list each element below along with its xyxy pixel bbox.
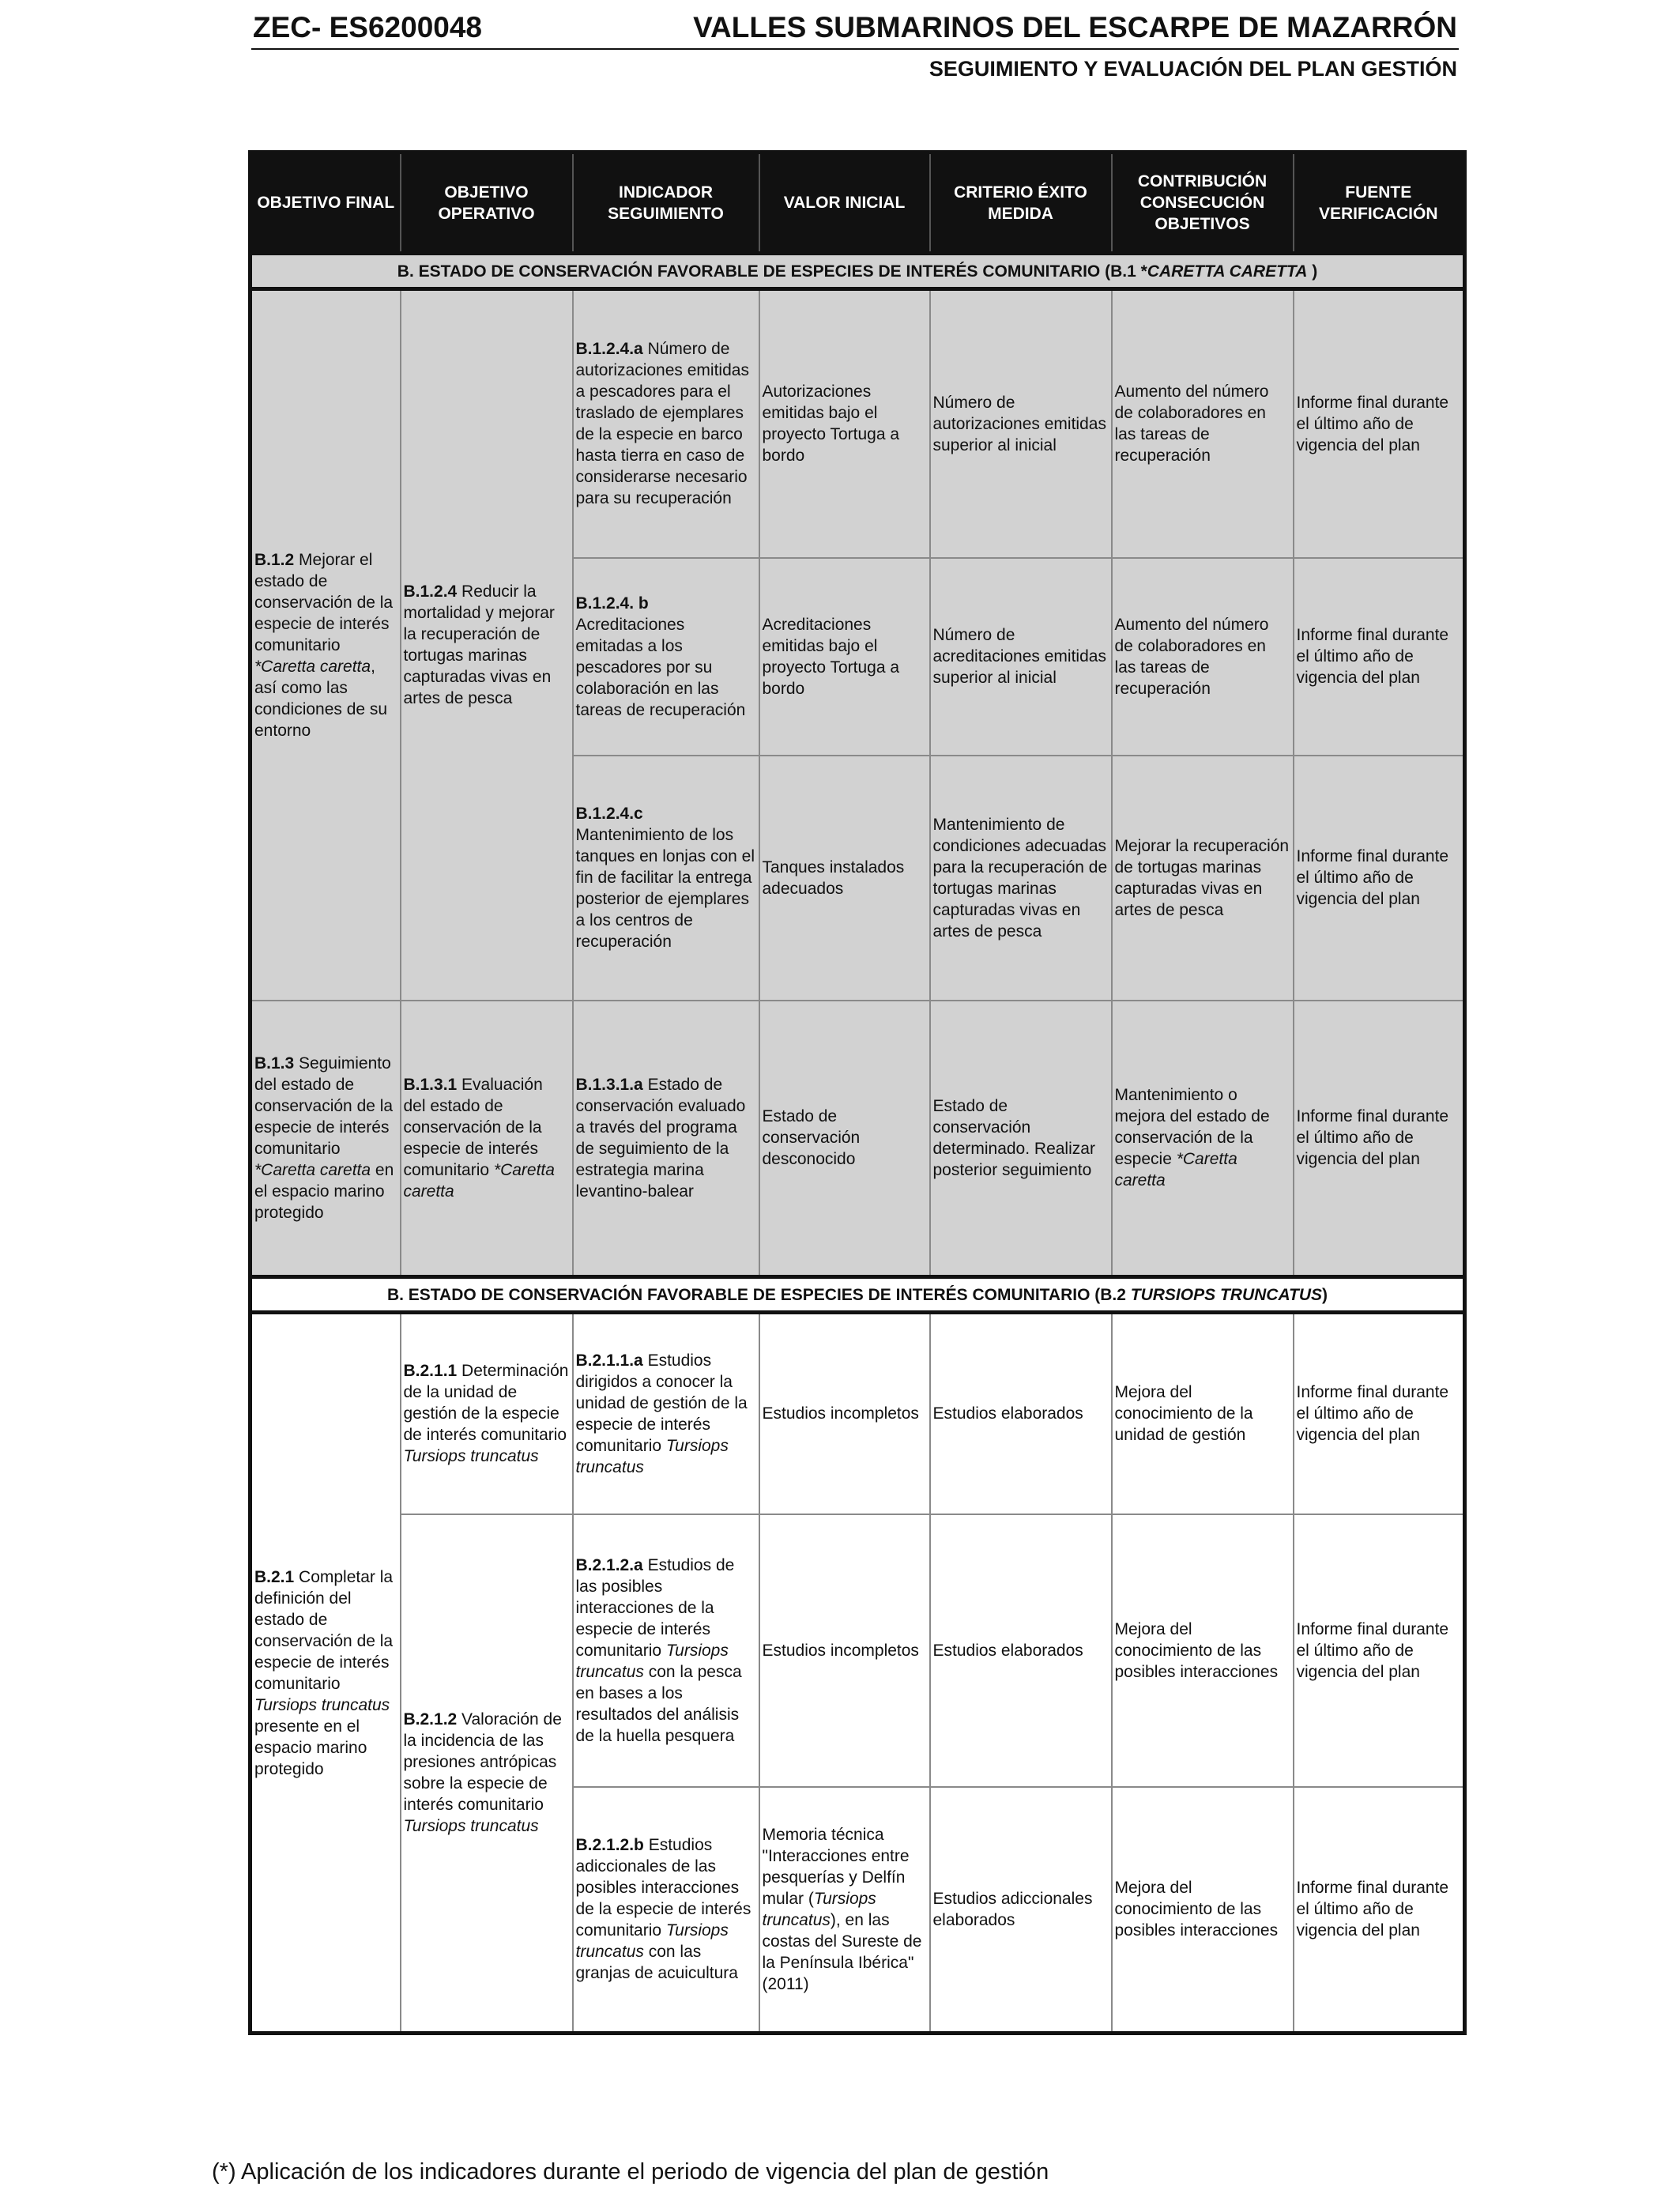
indicator-text-tail: con las granjas de acuicultura (575, 1943, 738, 1983)
final-objective-cell (250, 1001, 401, 1277)
document-title: VALLES SUBMARINOS DEL ESCARPE DE MAZARRÓN (693, 11, 1457, 43)
indicator-text: Estado de conservación evaluado a través del programa de seguimiento de la estrategia marina levantino-balear (575, 1075, 746, 1201)
final-objective-cell (250, 289, 401, 1001)
species-name: *Caretta caretta (254, 657, 371, 676)
indicator-cell (573, 1313, 759, 1514)
success-criterion-cell: Estado de conservación determinado. Realizar posterior seguimiento (930, 1001, 1112, 1277)
section-header-b2 (250, 1277, 1465, 1313)
indicator-code: B.1.3.1.a (575, 1075, 643, 1094)
contribution-cell: Mejora del conocimiento de las posibles interacciones (1112, 1514, 1294, 1787)
verification-source-cell: Informe final durante el último año de vigencia del plan (1294, 1514, 1465, 1787)
indicator-text: Número de autorizaciones emitidas a pescadores para el traslado de ejemplares de la especie en barco hasta tierra en caso de considerarse necesario para su recuperación (575, 340, 749, 508)
operative-objective-cell (401, 1313, 573, 1514)
species-name: *Caretta caretta (403, 1160, 555, 1201)
indicator-cell (573, 289, 759, 558)
contribution-text: Mantenimiento o mejora del estado de conservación de la especie (1114, 1086, 1270, 1169)
initial-value-tail: ), en las costas del Sureste de la Península Ibérica" (2011) (762, 1910, 922, 1993)
objective-text-tail: presente en el espacio marino protegido (254, 1717, 367, 1778)
indicator-cell (573, 1514, 759, 1787)
species-name: Tursiops truncatus (403, 1817, 539, 1836)
indicator-code: B.2.1.2.b (575, 1836, 644, 1855)
objective-text: Completar la definición del estado de conservación de la especie de interés comunitario (254, 1567, 394, 1693)
table-header-row (250, 153, 1465, 254)
column-header: FUENTE VERIFICACIÓN (1294, 153, 1465, 254)
success-criterion-cell: Estudios adiccionales elaborados (930, 1787, 1112, 2034)
contribution-cell: Aumento del número de colaboradores en las tareas de recuperación (1112, 289, 1294, 558)
objective-text: Seguimiento del estado de conservación de la especie de interés comunitario (254, 1054, 394, 1158)
species-name: Tursiops truncatus (254, 1695, 390, 1714)
verification-source-cell: Informe final durante el último año de vigencia del plan (1294, 558, 1465, 756)
indicator-text: Estudios adiccionales de las posibles interacciones de la especie de interés comunitario (575, 1836, 751, 1940)
species-name: Tursiops truncatus (762, 1889, 876, 1929)
table-row (250, 1001, 1465, 1277)
objective-text-tail: en el espacio marino protegido (254, 1160, 394, 1222)
initial-value-cell: Estado de conservación desconocido (759, 1001, 930, 1277)
success-criterion-cell: Estudios elaborados (930, 1514, 1112, 1787)
objective-code: B.1.2.4 (403, 582, 458, 601)
section-species: TURSIOPS TRUNCATUS (1130, 1285, 1323, 1304)
success-criterion-cell: Número de acreditaciones emitidas superior al inicial (930, 558, 1112, 756)
verification-source-cell: Informe final durante el último año de vigencia del plan (1294, 1787, 1465, 2034)
table-row (250, 1514, 1465, 1787)
operative-objective-cell (401, 1514, 573, 2034)
objective-code: B.2.1 (254, 1567, 295, 1586)
indicator-text: Mantenimiento de los tanques en lonjas con el fin de facilitar la entrega posterior de ejemplares a los centros de recuperación (575, 826, 755, 951)
section-close: ) (1322, 1285, 1328, 1304)
verification-source-cell: Informe final durante el último año de vigencia del plan (1294, 1001, 1465, 1277)
document-code: ZEC- ES6200048 (253, 11, 483, 43)
initial-value-cell: Acreditaciones emitidas bajo el proyecto Tortuga a bordo (759, 558, 930, 756)
column-header: CONTRIBUCIÓN CONSECUCIÓN OBJETIVOS (1112, 153, 1294, 254)
header-divider (251, 48, 1459, 50)
contribution-cell: Aumento del número de colaboradores en las tareas de recuperación (1112, 558, 1294, 756)
species-name: *Caretta caretta (1114, 1150, 1237, 1190)
objective-text: Mejorar el estado de conservación de la especie de interés comunitario (254, 550, 394, 654)
indicator-code: B.1.2.4.a (575, 340, 643, 359)
indicator-text: Acreditaciones emitadas a los pescadores por su colaboración en las tareas de recuperación (575, 615, 746, 719)
success-criterion-cell: Número de autorizaciones emitidas superior al inicial (930, 289, 1112, 558)
operative-objective-cell (401, 1001, 573, 1277)
table-row (250, 289, 1465, 558)
section-title: B. ESTADO DE CONSERVACIÓN FAVORABLE DE ESPECIES DE INTERÉS COMUNITARIO (B.1 * (397, 262, 1147, 281)
document-subtitle: SEGUIMIENTO Y EVALUACIÓN DEL PLAN GESTIÓN (929, 57, 1457, 81)
initial-value-cell: Tanques instalados adecuados (759, 756, 930, 1001)
initial-value-cell: Autorizaciones emitidas bajo el proyecto Tortuga a bordo (759, 289, 930, 558)
indicator-text: Estudios de las posibles interacciones de la especie de interés comunitario (575, 1555, 735, 1660)
indicator-cell (573, 558, 759, 756)
section-close: ) (1307, 262, 1318, 281)
species-name: Tursiops truncatus (575, 1436, 729, 1476)
objective-text-tail: , así como las condiciones de su entorno (254, 657, 388, 740)
objective-code: B.1.3.1 (403, 1075, 458, 1094)
initial-value-cell (759, 1787, 930, 2034)
objective-text: Valoración de la incidencia de las presiones antrópicas sobre la especie de interés comunitario (403, 1710, 562, 1815)
species-name: *Caretta caretta (254, 1160, 371, 1179)
column-header: OBJETIVO OPERATIVO (401, 153, 573, 254)
column-header: OBJETIVO FINAL (250, 153, 401, 254)
footnote: (*) Aplicación de los indicadores durante el periodo de vigencia del plan de gestión (212, 2159, 1049, 2185)
verification-source-cell: Informe final durante el último año de vigencia del plan (1294, 756, 1465, 1001)
success-criterion-cell: Mantenimiento de condiciones adecuadas para la recuperación de tortugas marinas capturadas vivas en artes de pesca (930, 756, 1112, 1001)
indicator-code: B.2.1.2.a (575, 1555, 643, 1574)
species-name: Tursiops truncatus (575, 1921, 729, 1962)
initial-value-text: Memoria técnica "Interacciones entre pesquerías y Delfín mular ( (762, 1825, 910, 1908)
column-header: CRITERIO ÉXITO MEDIDA (930, 153, 1112, 254)
species-name: Tursiops truncatus (403, 1447, 539, 1466)
objective-text: Reducir la mortalidad y mejorar la recuperación de tortugas marinas capturadas vivas en artes de pesca (403, 582, 555, 708)
indicator-cell (573, 1001, 759, 1277)
indicator-text: Estudios dirigidos a conocer la unidad de gestión de la especie de interés comunitario (575, 1351, 748, 1455)
table-row (250, 1313, 1465, 1514)
indicator-code: B.1.2.4. b (575, 594, 649, 613)
contribution-cell: Mejora del conocimiento de la unidad de gestión (1112, 1313, 1294, 1514)
indicator-cell (573, 756, 759, 1001)
contribution-cell (1112, 1001, 1294, 1277)
final-objective-cell (250, 1313, 401, 2034)
objective-code: B.1.3 (254, 1054, 295, 1072)
section-species: CARETTA CARETTA (1147, 262, 1308, 281)
species-name: Tursiops truncatus (575, 1641, 729, 1681)
contribution-cell: Mejorar la recuperación de tortugas marinas capturadas vivas en artes de pesca (1112, 756, 1294, 1001)
verification-source-cell: Informe final durante el último año de vigencia del plan (1294, 1313, 1465, 1514)
indicator-text-tail: con la pesca en bases a los resultados del análisis de la huella pesquera (575, 1662, 742, 1745)
success-criterion-cell: Estudios elaborados (930, 1313, 1112, 1514)
verification-source-cell: Informe final durante el último año de vigencia del plan (1294, 289, 1465, 558)
objective-code: B.1.2 (254, 550, 295, 569)
objective-text: Determinación de la unidad de gestión de la especie de interés comunitario (403, 1362, 569, 1445)
section-header-b1 (250, 254, 1465, 289)
objective-code: B.2.1.2 (403, 1710, 458, 1729)
section-title: B. ESTADO DE CONSERVACIÓN FAVORABLE DE ESPECIES DE INTERÉS COMUNITARIO (B.2 (386, 1285, 1131, 1304)
indicator-code: B.1.2.4.c (575, 805, 643, 823)
monitoring-table (248, 150, 1467, 2035)
column-header: VALOR INICIAL (759, 153, 930, 254)
objective-code: B.2.1.1 (403, 1362, 458, 1381)
indicator-cell (573, 1787, 759, 2034)
indicator-code: B.2.1.1.a (575, 1351, 643, 1370)
objective-text: Evaluación del estado de conservación de la especie de interés comunitario (403, 1075, 543, 1179)
operative-objective-cell (401, 289, 573, 1001)
column-header: INDICADOR SEGUIMIENTO (573, 153, 759, 254)
initial-value-cell: Estudios incompletos (759, 1514, 930, 1787)
initial-value-cell: Estudios incompletos (759, 1313, 930, 1514)
contribution-cell: Mejora del conocimiento de las posibles interacciones (1112, 1787, 1294, 2034)
